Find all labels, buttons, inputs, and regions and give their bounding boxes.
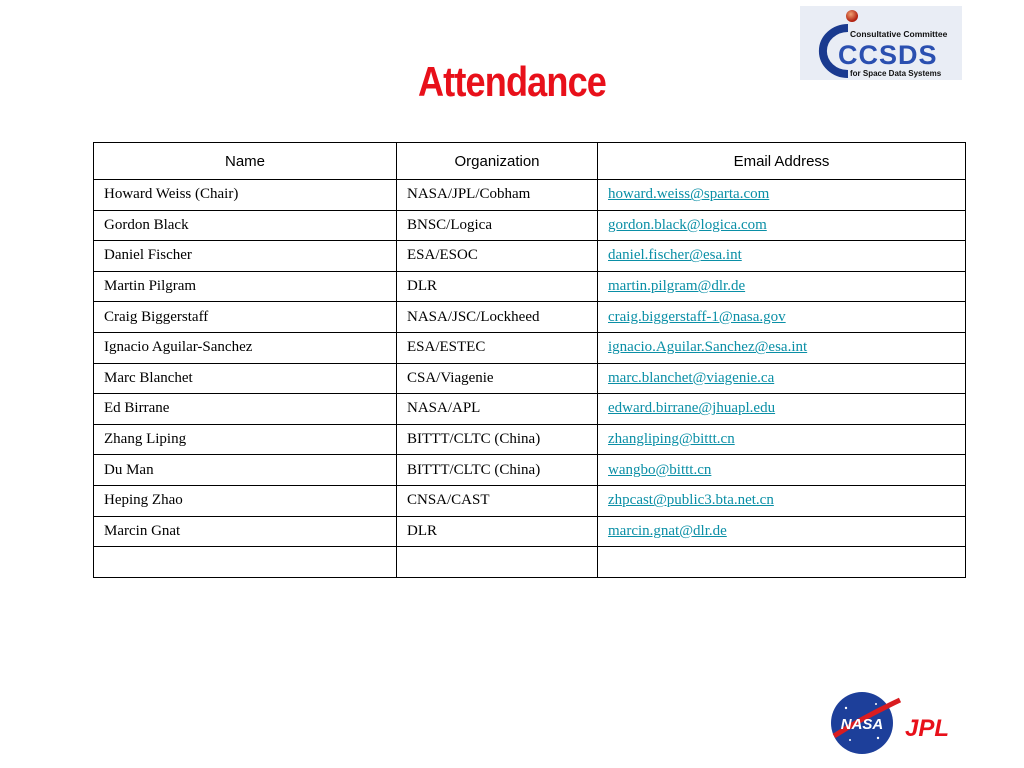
- email-link[interactable]: craig.biggerstaff-1@nasa.gov: [598, 302, 966, 333]
- name-cell: Ignacio Aguilar-Sanchez: [94, 332, 397, 363]
- name-cell: Howard Weiss (Chair): [94, 180, 397, 211]
- table-row: [94, 332, 966, 363]
- name-cell: Du Man: [94, 455, 397, 486]
- table-row: [94, 394, 966, 425]
- email-cell: [598, 547, 966, 578]
- name-cell: Zhang Liping: [94, 424, 397, 455]
- organization-cell: CNSA/CAST: [397, 485, 598, 516]
- organization-cell: NASA/JPL/Cobham: [397, 180, 598, 211]
- organization-cell: BITTT/CLTC (China): [397, 424, 598, 455]
- email-link[interactable]: zhpcast@public3.bta.net.cn: [598, 485, 966, 516]
- organization-cell: DLR: [397, 271, 598, 302]
- organization-cell: [397, 547, 598, 578]
- table-row: [94, 241, 966, 272]
- column-header-name: Name: [94, 143, 397, 180]
- email-link[interactable]: martin.pilgram@dlr.de: [598, 271, 966, 302]
- email-link[interactable]: daniel.fischer@esa.int: [598, 241, 966, 272]
- name-cell: Craig Biggerstaff: [94, 302, 397, 333]
- name-cell: Marcin Gnat: [94, 516, 397, 547]
- attendance-table: [93, 142, 966, 578]
- name-cell: Daniel Fischer: [94, 241, 397, 272]
- jpl-logo: [905, 715, 949, 742]
- table-row: [94, 485, 966, 516]
- table-row: [94, 271, 966, 302]
- table-row: [94, 424, 966, 455]
- organization-cell: NASA/APL: [397, 394, 598, 425]
- email-link[interactable]: howard.weiss@sparta.com: [598, 180, 966, 211]
- svg-text:for Space Data Systems: for Space Data Systems: [850, 69, 942, 78]
- nasa-logo: [831, 692, 900, 754]
- email-link[interactable]: gordon.black@logica.com: [598, 210, 966, 241]
- footer-logos: [828, 690, 978, 756]
- organization-cell: CSA/Viagenie: [397, 363, 598, 394]
- organization-cell: BNSC/Logica: [397, 210, 598, 241]
- organization-cell: DLR: [397, 516, 598, 547]
- organization-cell: ESA/ESOC: [397, 241, 598, 272]
- table-row: [94, 363, 966, 394]
- name-cell: Gordon Black: [94, 210, 397, 241]
- email-link[interactable]: wangbo@bittt.cn: [598, 455, 966, 486]
- page-title: Attendance: [417, 58, 607, 105]
- organization-cell: NASA/JSC/Lockheed: [397, 302, 598, 333]
- sphere-icon: [846, 10, 858, 22]
- organization-cell: ESA/ESTEC: [397, 332, 598, 363]
- column-header-email: Email Address: [598, 143, 966, 180]
- table-row-empty: [94, 547, 966, 578]
- svg-text:CCSDS: CCSDS: [838, 40, 938, 70]
- name-cell: Marc Blanchet: [94, 363, 397, 394]
- name-cell: Heping Zhao: [94, 485, 397, 516]
- email-link[interactable]: edward.birrane@jhuapl.edu: [598, 394, 966, 425]
- table-row: [94, 516, 966, 547]
- email-link[interactable]: marcin.gnat@dlr.de: [598, 516, 966, 547]
- name-cell: Ed Birrane: [94, 394, 397, 425]
- table-header-row: [94, 143, 966, 180]
- column-header-organization: Organization: [397, 143, 598, 180]
- svg-text:Consultative Committee: Consultative Committee: [850, 29, 948, 39]
- table-row: [94, 455, 966, 486]
- svg-text:NASA: NASA: [840, 716, 884, 733]
- name-cell: Martin Pilgram: [94, 271, 397, 302]
- email-link[interactable]: zhangliping@bittt.cn: [598, 424, 966, 455]
- svg-text:JPL: JPL: [905, 715, 950, 742]
- organization-cell: BITTT/CLTC (China): [397, 455, 598, 486]
- name-cell: [94, 547, 397, 578]
- email-link[interactable]: ignacio.Aguilar.Sanchez@esa.int: [598, 332, 966, 363]
- table-row: [94, 302, 966, 333]
- email-link[interactable]: marc.blanchet@viagenie.ca: [598, 363, 966, 394]
- table-row: [94, 210, 966, 241]
- table-row: [94, 180, 966, 211]
